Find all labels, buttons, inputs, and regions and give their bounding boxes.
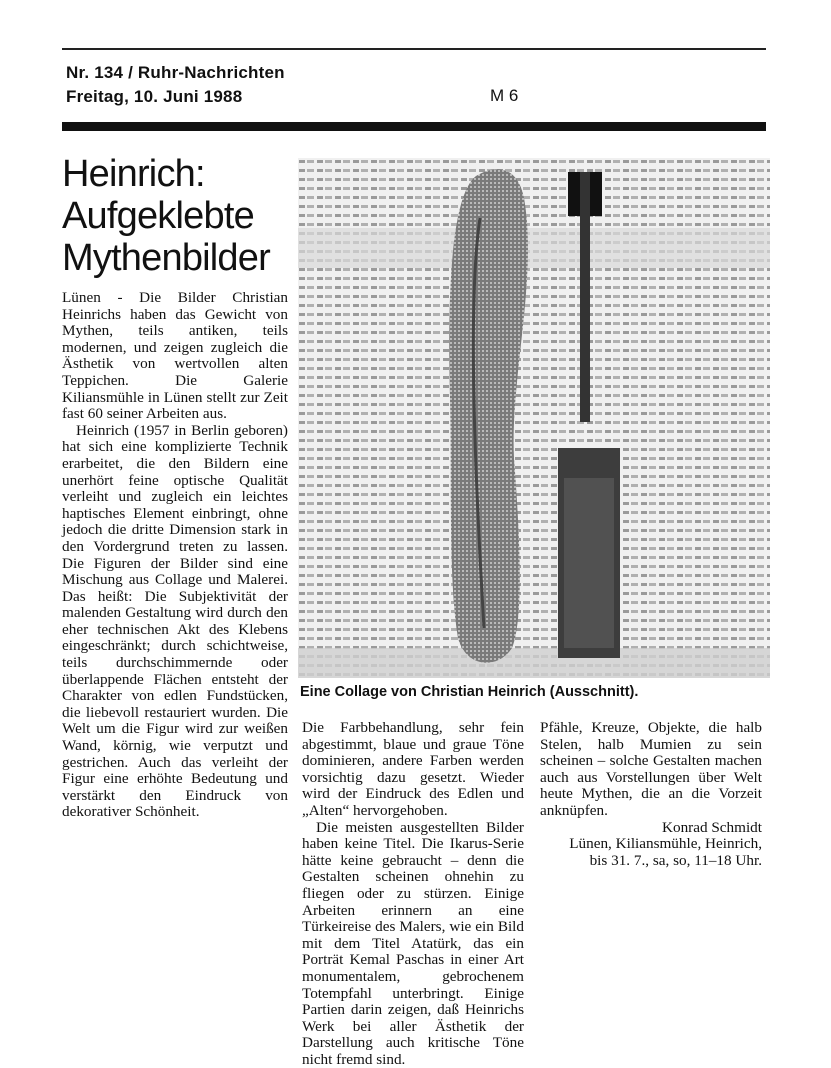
article-column-1 (62, 290, 288, 821)
page-number: M 6 (490, 86, 519, 105)
photo-caption: Eine Collage von Christian Heinrich (Ausschnitt). (300, 684, 639, 700)
article-paragraph-5: Pfähle, Kreuze, Objekte, die halb Stelen, halb Mumien zu sein scheinen – solche Gestalten machen auch aus Vorstellungen über Welt heute Mythen, die an die Vorzeit anknüpfen. (540, 719, 762, 819)
collage-image (298, 158, 770, 678)
issue-line: Nr. 134 / Ruhr-Nachrichten (66, 63, 285, 82)
article-paragraph-4: Die meisten ausgestellten Bilder haben keine Titel. Die Ikarus-Serie hätte keine gebraucht – denn die Gestalten scheinen ohnehin zu fliegen oder zu stürzen. Einige Arbeiten erinnern an eine Türkeireise des Malers, wie ein Bild mit dem Titel Atatürk, das ein Porträt Kemal Paschas in einer Art monumentalem, gebrochenem Totempfahl unterbringt. Einige Partien darin zeigen, daß Heinrichs Werk bei aller Ästhetik der Darstellung auch kritische Töne nicht fremd sind. (302, 818, 524, 1068)
article-paragraph-2: Heinrich (1957 in Berlin geboren) hat sich eine komplizierte Technik erarbeitet, die den Bildern eine unerhört feine optische Qualität verleiht und zugleich ein leichtes haptisches Element einbringt, ohne jedoch die dritte Dimension stark in den Vordergrund treten zu lassen. Die Figuren der Bilder sind eine Mischung aus Collage und Malerei. Das heißt: Die Subjektivität der malenden Gestaltung wird durch den eher technischen Akt des Klebens eingeschränkt; durch schichtweise, teils durchschimmernde oder überlappende Flächen entsteht der Charakter von edlen Fundstücken, die liebevoll restauriert wurden. Die Welt um die Figur wird zur weißen Wand, körnig, wie verputzt und gestrichen. Auch das verleiht der Figur eine erhöhte Bedeutung und verstärkt den Eindruck von dekorativer Schönheit. (62, 421, 288, 821)
collage-photo (298, 158, 770, 678)
top-rule (62, 48, 766, 50)
article-paragraph-1: Lünen - Die Bilder Christian Heinrichs haben das Gewicht von Mythen, teils antiken, teils modernen, und zeigen zugleich die Ästhetik von wertvollen alten Teppichen. Die Galerie Kiliansmühle in Lünen stellt zur Zeit fast 60 seiner Arbeiten aus. (62, 289, 288, 423)
article-paragraph-3: Die Farbbehandlung, sehr fein abgestimmt, blaue und graue Töne dominieren, andere Farben werden vorsichtig dazu gesetzt. Wieder wird der Eindruck des Edlen und „Alten“ hervorgehoben. (302, 719, 524, 819)
masthead-rule (62, 122, 766, 131)
headline: Heinrich: Aufgeklebte Mythenbilder (62, 153, 270, 279)
author-byline: Konrad Schmidt (662, 818, 762, 836)
date-line: Freitag, 10. Juni 1988 (66, 87, 243, 106)
article-column-2 (302, 720, 524, 1068)
exhibition-info: Lünen, Kiliansmühle, Heinrich, bis 31. 7., sa, so, 11–18 Uhr. (569, 835, 762, 869)
article-column-3 (540, 720, 762, 869)
